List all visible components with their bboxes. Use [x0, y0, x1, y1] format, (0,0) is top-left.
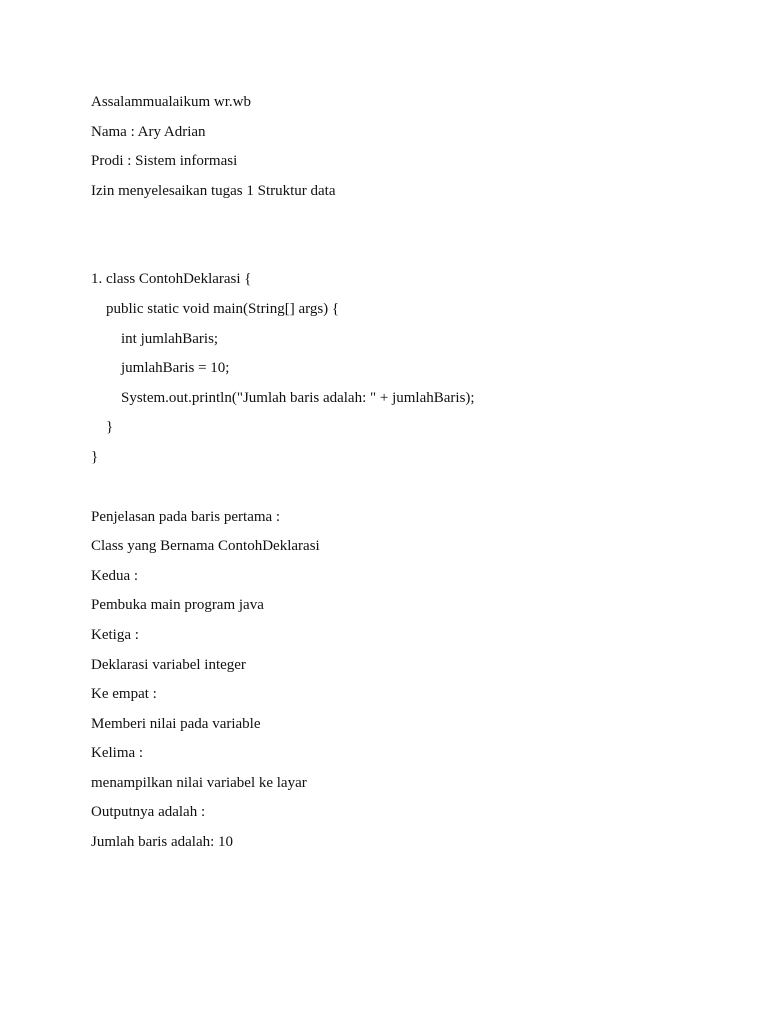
explanation-fifth-text: menampilkan nilai variabel ke layar	[91, 774, 307, 791]
study-program-line: Prodi : Sistem informasi	[91, 153, 238, 170]
code-line-assign: jumlahBaris = 10;	[121, 360, 230, 377]
code-line-main: public static void main(String[] args) {	[106, 300, 340, 317]
explanation-fifth-heading: Kelima :	[91, 745, 144, 762]
explanation-third-text: Deklarasi variabel integer	[91, 656, 246, 673]
greeting-line: Assalammualaikum wr.wb	[91, 94, 251, 110]
code-line-close-class: }	[91, 448, 99, 465]
student-name-line: Nama : Ary Adrian	[91, 123, 206, 140]
explanation-second-heading: Kedua :	[91, 567, 139, 584]
explanation-third-heading: Ketiga :	[91, 626, 139, 643]
output-heading: Outputnya adalah :	[91, 804, 206, 821]
explanation-first-heading: Penjelasan pada baris pertama :	[91, 508, 281, 525]
code-line-class: 1. class ContohDeklarasi {	[91, 271, 252, 288]
output-text: Jumlah baris adalah: 10	[91, 834, 234, 851]
explanation-fourth-text: Memberi nilai pada variable	[91, 715, 261, 732]
spacer	[91, 209, 691, 268]
explanation-fourth-heading: Ke empat :	[91, 686, 157, 703]
code-line-print: System.out.println("Jumlah baris adalah: " + jumlahBaris);	[121, 389, 475, 406]
explanation-second-text: Pembuka main program java	[91, 597, 264, 614]
explanation-first-text: Class yang Bernama ContohDeklarasi	[91, 538, 320, 555]
intro-line: Izin menyelesaikan tugas 1 Struktur data	[91, 182, 336, 199]
code-line-close-main: }	[106, 419, 114, 436]
code-line-declare: int jumlahBaris;	[121, 330, 219, 347]
spacer	[91, 476, 691, 506]
document-body	[91, 91, 691, 861]
